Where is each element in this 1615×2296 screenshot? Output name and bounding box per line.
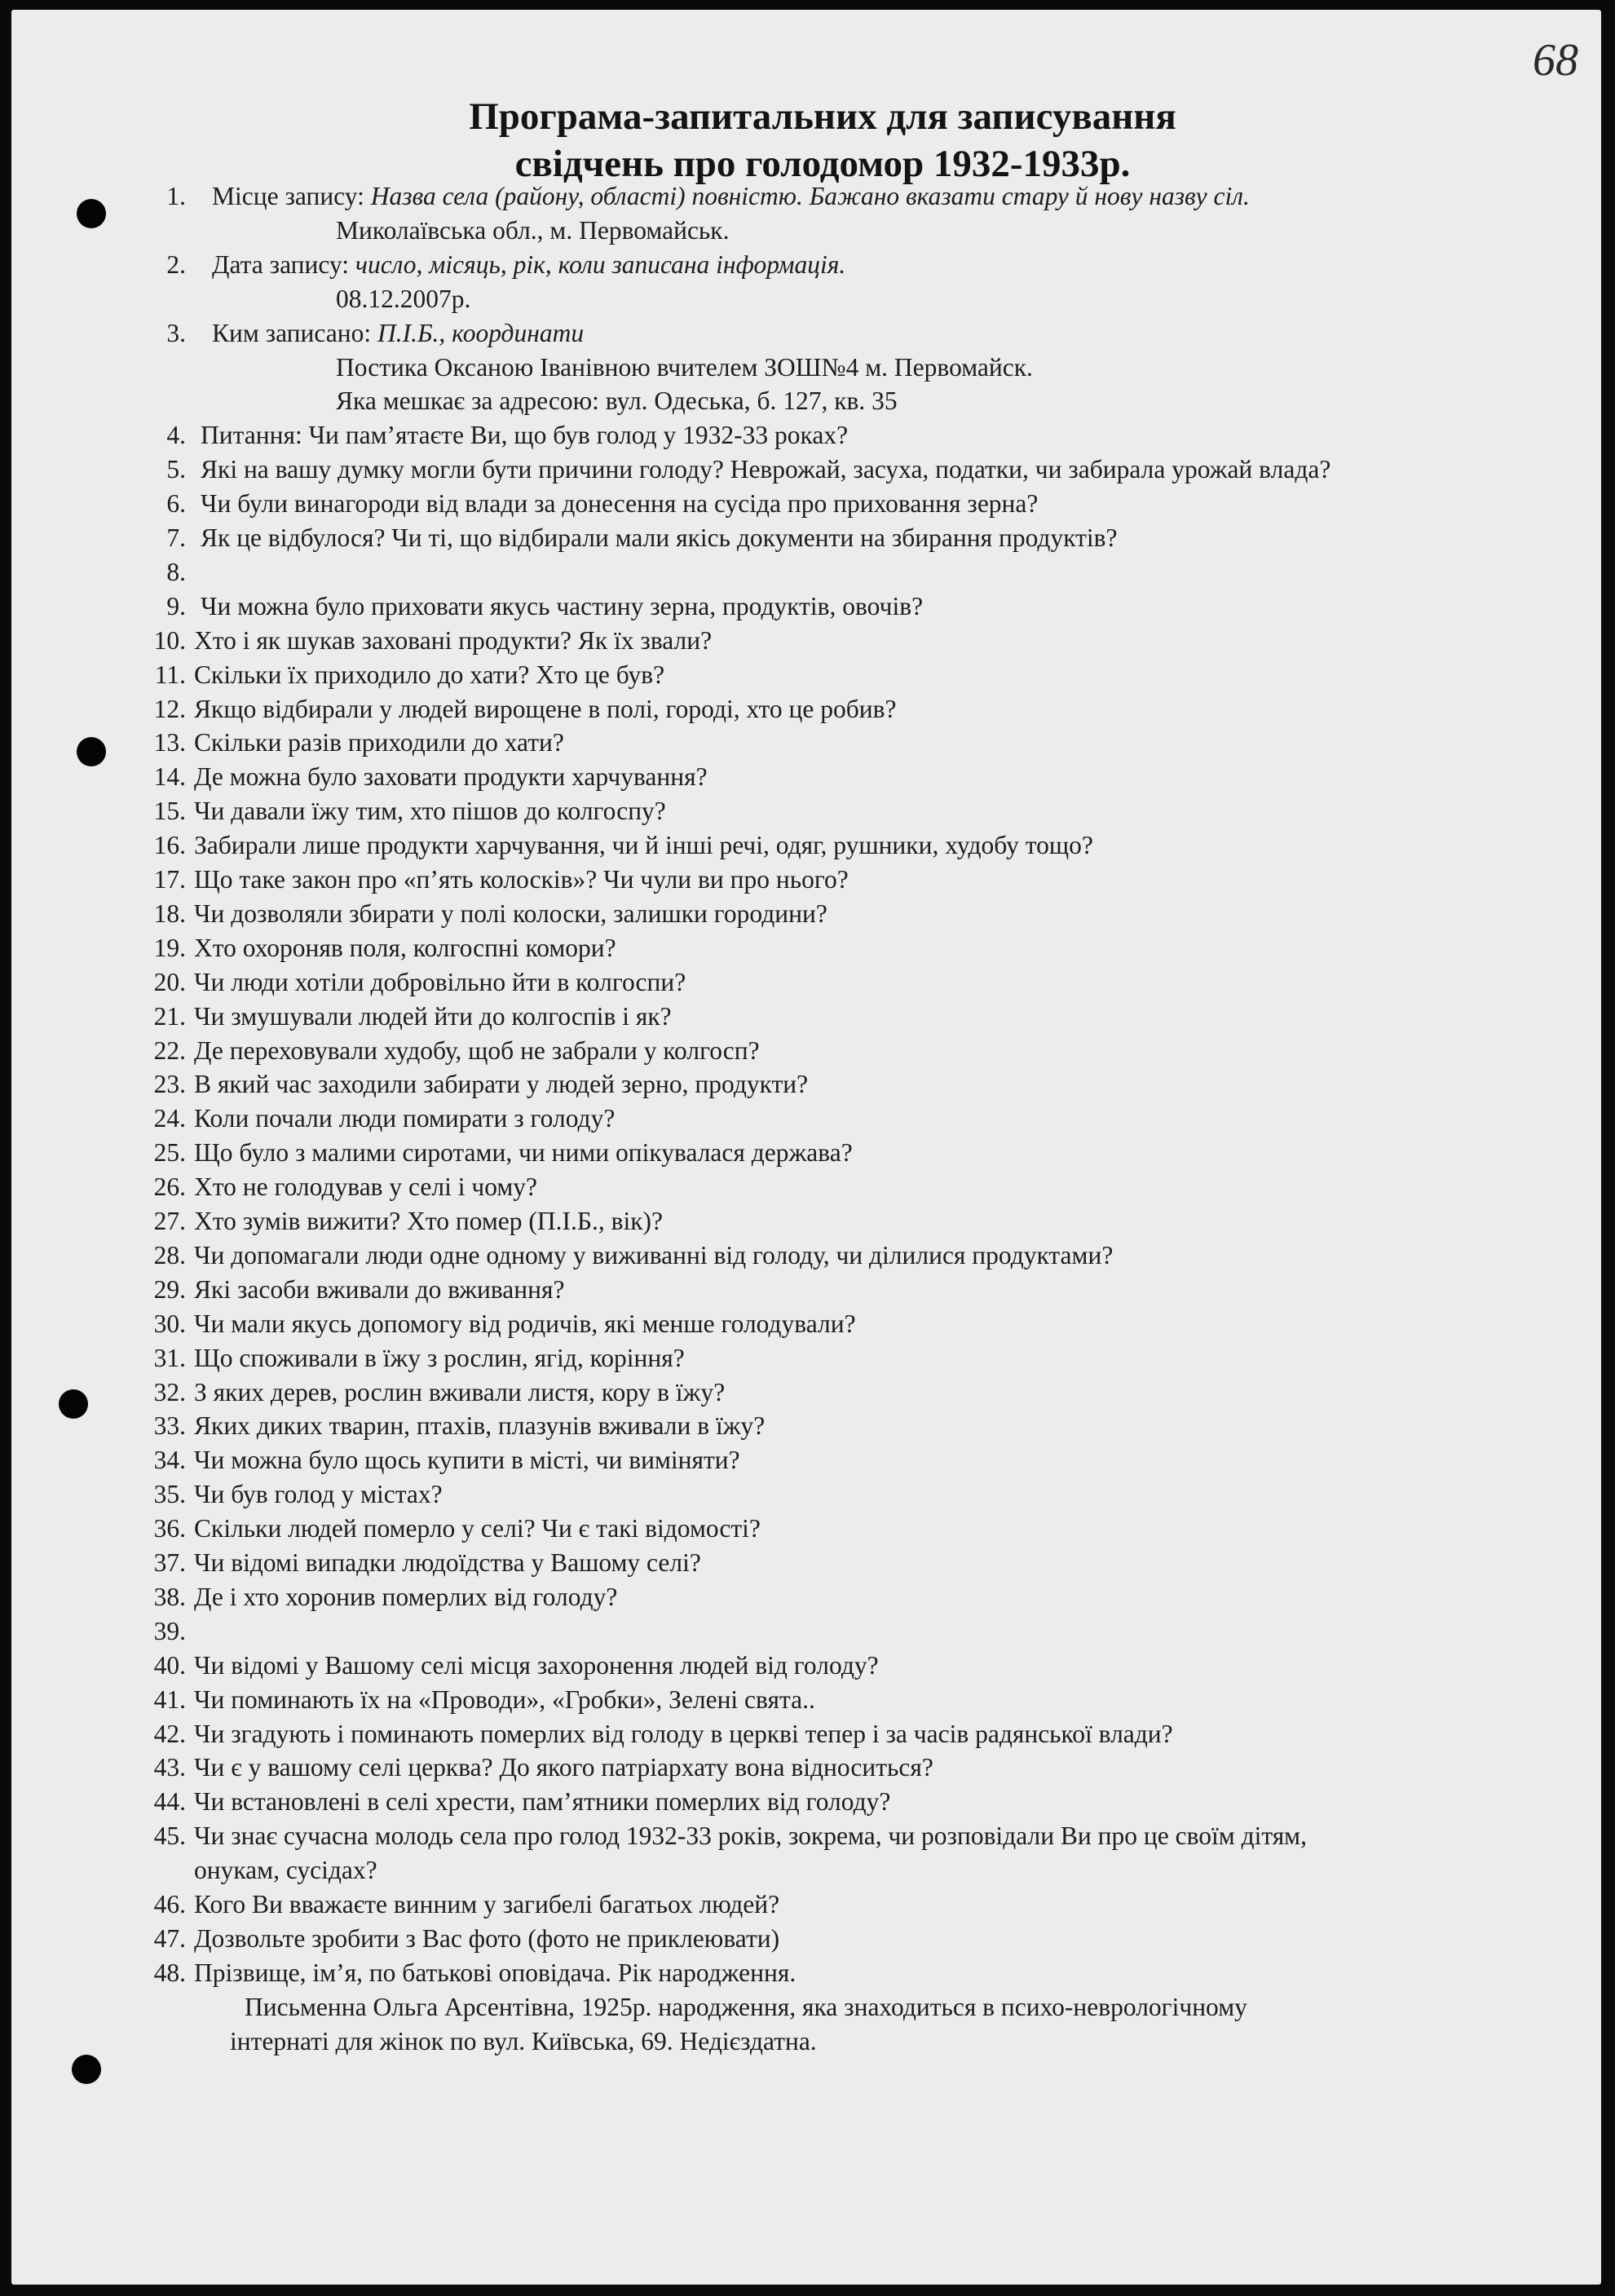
item-number: 13. bbox=[153, 728, 186, 757]
item-number: 41. bbox=[153, 1684, 186, 1714]
item-number: 40. bbox=[153, 1650, 186, 1680]
list-item bbox=[11, 1477, 1601, 1512]
item-number: 12. bbox=[153, 694, 186, 723]
item-number: 38. bbox=[153, 1582, 186, 1611]
item-number: 5. bbox=[166, 455, 186, 484]
list-item bbox=[11, 1956, 1601, 1990]
item-question: Прізвище, ім’я, по батькові оповідача. Рік народження. bbox=[194, 1958, 796, 1987]
item-number: 21. bbox=[153, 1001, 186, 1031]
list-item bbox=[11, 1649, 1601, 1683]
item-text bbox=[201, 453, 1330, 486]
item-answer: Миколаївська обл., м. Первомайськ. bbox=[336, 215, 730, 245]
title-line-2: свідчень про голодомор 1932-1933р. bbox=[514, 143, 1131, 185]
item-text bbox=[194, 1512, 761, 1545]
list-item bbox=[11, 453, 1601, 487]
item-question: Чи був голод у містах? bbox=[194, 1480, 443, 1509]
item-number: 7. bbox=[166, 523, 186, 552]
item-text bbox=[194, 931, 616, 965]
list-item bbox=[11, 521, 1601, 555]
item-question: Чи давали їжу тим, хто пішов до колгоспу? bbox=[194, 797, 666, 826]
item-text bbox=[194, 1888, 779, 1921]
item-number: 18. bbox=[153, 899, 186, 928]
item-number: 44. bbox=[153, 1787, 186, 1817]
list-item bbox=[11, 1546, 1601, 1580]
item-question: Чи можна було щось купити в місті, чи виміняти? bbox=[194, 1446, 740, 1475]
item-question: Які засоби вживали до вживання? bbox=[194, 1274, 565, 1304]
list-item bbox=[11, 1683, 1601, 1717]
list-item bbox=[11, 589, 1601, 624]
item-number: 23. bbox=[153, 1070, 186, 1099]
item-number: 29. bbox=[153, 1274, 186, 1304]
item-answer: Постика Оксаною Іванівною вчителем ЗОШ№4 м. Первомайск. bbox=[336, 352, 1033, 382]
item-question: Чи відомі випадки людоїдства у Вашому селі? bbox=[194, 1548, 701, 1577]
item-note: число, місяць, рік, коли записана інформація. bbox=[355, 249, 846, 279]
item-number: 3. bbox=[166, 318, 186, 347]
list-item bbox=[11, 1751, 1601, 1785]
item-question: Що споживали в їжу з рослин, ягід, коріння? bbox=[194, 1343, 685, 1372]
item-number: 31. bbox=[153, 1343, 186, 1372]
item-text bbox=[194, 692, 896, 726]
item-text bbox=[194, 1307, 856, 1340]
item-number: 32. bbox=[153, 1377, 186, 1406]
item-number: 11. bbox=[154, 660, 186, 689]
item-text bbox=[212, 248, 845, 281]
item-label: Місце запису: bbox=[212, 182, 371, 210]
item-question: Що таке закон про «п’ять колосків»? Чи чули ви про нього? bbox=[194, 865, 849, 894]
item-text bbox=[194, 897, 827, 930]
item-text bbox=[194, 965, 686, 999]
list-item bbox=[11, 1034, 1601, 1068]
item-number: 19. bbox=[153, 933, 186, 962]
list-item bbox=[11, 692, 1601, 726]
item-text bbox=[201, 521, 1117, 554]
item-text bbox=[194, 1102, 615, 1135]
list-item bbox=[11, 179, 1601, 214]
item-question: Чи були винагороди від влади за донесення на сусіда про приховання зерна? bbox=[201, 489, 1039, 519]
item-note: Назва села (району, області) повністю. Бажано вказати стару й нову назву сіл. bbox=[370, 182, 1250, 210]
item-number: 37. bbox=[153, 1548, 186, 1577]
item-question: Чи знає сучасна молодь села про голод 1932-33 років, зокрема, чи розповідали Ви про це своїм дітям, bbox=[194, 1821, 1307, 1851]
item-text bbox=[212, 179, 1250, 213]
list-item bbox=[11, 316, 1601, 351]
list-item bbox=[11, 1067, 1601, 1102]
list-item bbox=[11, 624, 1601, 658]
item-question: Чи змушували людей йти до колгоспів і як? bbox=[194, 1001, 672, 1031]
item-number: 17. bbox=[153, 865, 186, 894]
item-question: Чи дозволяли збирати у полі колоски, залишки городини? bbox=[194, 899, 827, 928]
item-continuation: онукам, сусідах? bbox=[194, 1856, 377, 1885]
item-question: Яких диких тварин, птахів, плазунів вживали в їжу? bbox=[194, 1411, 766, 1441]
item-number: 1. bbox=[166, 182, 186, 210]
item-text bbox=[194, 1375, 725, 1409]
list-item bbox=[11, 794, 1601, 828]
list-item bbox=[11, 418, 1601, 453]
item-text bbox=[194, 1000, 672, 1033]
list-item bbox=[11, 1136, 1601, 1170]
item-question: Де і хто хоронив померлих від голоду? bbox=[194, 1582, 618, 1611]
item-question: Чи допомагали люди одне одному у виживанні від голоду, чи ділилися продуктами? bbox=[194, 1240, 1114, 1269]
handwritten-page-number: 68 bbox=[1533, 35, 1578, 86]
item-text bbox=[194, 624, 712, 657]
list-item bbox=[11, 863, 1601, 897]
item-question: Коли почали люди помирати з голоду? bbox=[194, 1104, 616, 1133]
list-item bbox=[11, 726, 1601, 760]
item-question: Де можна було заховати продукти харчування? bbox=[194, 762, 708, 792]
item-text bbox=[194, 658, 664, 691]
item-number: 16. bbox=[153, 831, 186, 860]
item-number: 39. bbox=[153, 1616, 186, 1645]
item-number: 35. bbox=[153, 1480, 186, 1509]
title-line-1: Програма-запитальних для записування bbox=[469, 95, 1176, 138]
item-number: 14. bbox=[153, 762, 186, 792]
item-text bbox=[194, 1649, 879, 1682]
item-question: Чи люди хотіли добровільно йти в колгоспи? bbox=[194, 967, 686, 996]
item-text bbox=[194, 1273, 564, 1306]
item-note: П.І.Б., координати bbox=[377, 318, 585, 347]
item-answer: Яка мешкає за адресою: вул. Одеська, б. 127, кв. 35 bbox=[336, 386, 898, 416]
list-item bbox=[11, 248, 1601, 282]
item-number: 36. bbox=[153, 1514, 186, 1543]
item-question: Чи згадують і поминають померлих від голоду в церкві тепер і за часів радянської влади? bbox=[194, 1719, 1173, 1748]
item-number: 34. bbox=[153, 1446, 186, 1475]
item-number: 15. bbox=[153, 797, 186, 826]
item-text bbox=[194, 1819, 1307, 1852]
item-question: Дозвольте зробити з Вас фото (фото не приклеювати) bbox=[194, 1923, 780, 1953]
list-item bbox=[11, 760, 1601, 794]
item-text bbox=[194, 726, 564, 759]
item-text bbox=[194, 1443, 740, 1477]
list-item bbox=[11, 555, 1601, 589]
item-question: Чи відомі у Вашому селі місця захоронення людей від голоду? bbox=[194, 1650, 879, 1680]
item-number: 2. bbox=[166, 249, 186, 279]
item-number: 30. bbox=[153, 1309, 186, 1338]
item-number: 28. bbox=[153, 1240, 186, 1269]
item-number: 47. bbox=[153, 1923, 186, 1953]
item-number: 20. bbox=[153, 967, 186, 996]
item-number: 42. bbox=[153, 1719, 186, 1748]
item-number: 22. bbox=[153, 1035, 186, 1065]
list-item bbox=[11, 1614, 1601, 1649]
item-question: Якщо відбирали у людей вирощене в полі, городі, хто це робив? bbox=[194, 694, 897, 723]
list-item bbox=[11, 1273, 1601, 1307]
item-number: 24. bbox=[153, 1104, 186, 1133]
item-question: Де переховували худобу, щоб не забрали у колгосп? bbox=[194, 1035, 760, 1065]
item-text bbox=[194, 1922, 779, 1955]
list-item bbox=[11, 1204, 1601, 1239]
list-item bbox=[11, 1785, 1601, 1819]
item-number: 43. bbox=[153, 1753, 186, 1782]
item-number: 4. bbox=[166, 421, 186, 450]
list-item bbox=[11, 828, 1601, 863]
item-text bbox=[194, 1751, 933, 1784]
item-question: Що було з малими сиротами, чи ними опікувалася держава? bbox=[194, 1138, 853, 1168]
item-answer: 08.12.2007р. bbox=[336, 284, 471, 313]
item-answer: інтернаті для жінок по вул. Київська, 69. Недієздатна. bbox=[230, 2026, 817, 2055]
item-text bbox=[194, 1546, 701, 1579]
item-text bbox=[201, 589, 923, 623]
list-item bbox=[11, 1580, 1601, 1614]
item-question: З яких дерев, рослин вживали листя, кору в їжу? bbox=[194, 1377, 726, 1406]
item-number: 33. bbox=[153, 1411, 186, 1441]
item-text bbox=[201, 418, 848, 452]
item-text bbox=[194, 863, 849, 896]
item-text bbox=[194, 1717, 1173, 1751]
item-number: 46. bbox=[153, 1890, 186, 1918]
item-question: Які на вашу думку могли бути причини голоду? Неврожай, засуха, податки, чи забирала урожай влада? bbox=[201, 455, 1331, 484]
item-text bbox=[194, 1785, 890, 1818]
item-text bbox=[194, 1067, 808, 1101]
item-question: Забирали лише продукти харчування, чи й інші речі, одяг, рушники, худобу тощо? bbox=[194, 831, 1093, 860]
item-question: Питання: Чи пам’ятаєте Ви, що був голод у 1932-33 роках? bbox=[201, 421, 849, 450]
list-item bbox=[11, 1409, 1601, 1443]
list-item bbox=[11, 1443, 1601, 1477]
item-text bbox=[194, 1136, 853, 1169]
question-list bbox=[11, 10, 1601, 2285]
item-text bbox=[194, 1956, 796, 1989]
list-item bbox=[11, 658, 1601, 692]
item-text bbox=[194, 1580, 617, 1614]
list-item bbox=[11, 965, 1601, 1000]
list-item bbox=[11, 1170, 1601, 1204]
document-page bbox=[11, 10, 1601, 2285]
item-question: Скільки їх приходило до хати? Хто це був? bbox=[194, 660, 665, 689]
list-item bbox=[11, 1819, 1601, 1853]
list-item bbox=[11, 1307, 1601, 1341]
list-item bbox=[11, 1102, 1601, 1136]
item-number: 8. bbox=[166, 557, 186, 586]
item-label: Дата запису: bbox=[212, 249, 355, 279]
item-question: Чи встановлені в селі хрести, пам’ятники померлих від голоду? bbox=[194, 1787, 891, 1817]
item-text bbox=[194, 760, 708, 793]
item-number: 48. bbox=[153, 1958, 186, 1987]
item-question: Скільки разів приходили до хати? bbox=[194, 728, 564, 757]
item-text bbox=[194, 1341, 685, 1375]
item-question: Чи є у вашому селі церква? До якого патріархату вона відноситься? bbox=[194, 1753, 933, 1782]
item-text bbox=[194, 1239, 1113, 1272]
item-number: 6. bbox=[166, 489, 186, 519]
item-text bbox=[201, 487, 1038, 520]
item-question: Хто і як шукав заховані продукти? Як їх звали? bbox=[194, 625, 713, 655]
item-text bbox=[194, 828, 1093, 862]
item-text bbox=[194, 1170, 537, 1203]
item-question: Хто зумів вижити? Хто помер (П.І.Б., вік)? bbox=[194, 1207, 663, 1235]
list-item bbox=[11, 1717, 1601, 1751]
list-item bbox=[11, 1888, 1601, 1922]
item-number: 45. bbox=[153, 1821, 186, 1851]
list-item bbox=[11, 1375, 1601, 1410]
item-text bbox=[194, 1477, 443, 1511]
list-item bbox=[11, 1000, 1601, 1034]
item-label: Ким записано: bbox=[212, 318, 377, 347]
item-number: 9. bbox=[166, 591, 186, 620]
item-text bbox=[194, 1683, 815, 1716]
list-item bbox=[11, 1341, 1601, 1375]
list-item bbox=[11, 1922, 1601, 1956]
item-question: Скільки людей померло у селі? Чи є такі відомості? bbox=[194, 1514, 761, 1543]
list-item bbox=[11, 1239, 1601, 1273]
item-text bbox=[212, 316, 584, 350]
item-question: Чи поминають їх на «Проводи», «Гробки», Зелені свята.. bbox=[194, 1684, 815, 1714]
item-text bbox=[194, 1409, 765, 1442]
item-question: Хто не голодував у селі і чому? bbox=[194, 1172, 538, 1202]
item-text bbox=[194, 794, 666, 828]
item-text bbox=[194, 1204, 663, 1238]
list-item bbox=[11, 1512, 1601, 1546]
item-question: Хто охороняв поля, колгоспні комори? bbox=[194, 933, 616, 962]
item-question: В який час заходили забирати у людей зерно, продукти? bbox=[194, 1070, 809, 1099]
item-answer: Письменна Ольга Арсентівна, 1925р. народження, яка знаходиться в психо-неврологічному bbox=[245, 1992, 1247, 2021]
item-number: 10. bbox=[153, 625, 186, 655]
list-item bbox=[11, 931, 1601, 965]
item-question: Кого Ви вважаєте винним у загибелі багатьох людей? bbox=[194, 1890, 780, 1918]
list-item bbox=[11, 897, 1601, 931]
item-question: Як це відбулося? Чи ті, що відбирали мали якісь документи на збирання продуктів? bbox=[201, 523, 1118, 552]
item-question: Чи мали якусь допомогу від родичів, які менше голодували? bbox=[194, 1309, 856, 1338]
item-number: 27. bbox=[153, 1207, 186, 1235]
item-question: Чи можна було приховати якусь частину зерна, продуктів, овочів? bbox=[201, 591, 924, 620]
item-text bbox=[194, 1034, 760, 1067]
list-item bbox=[11, 487, 1601, 521]
item-number: 26. bbox=[153, 1172, 186, 1202]
item-number: 25. bbox=[153, 1138, 186, 1168]
